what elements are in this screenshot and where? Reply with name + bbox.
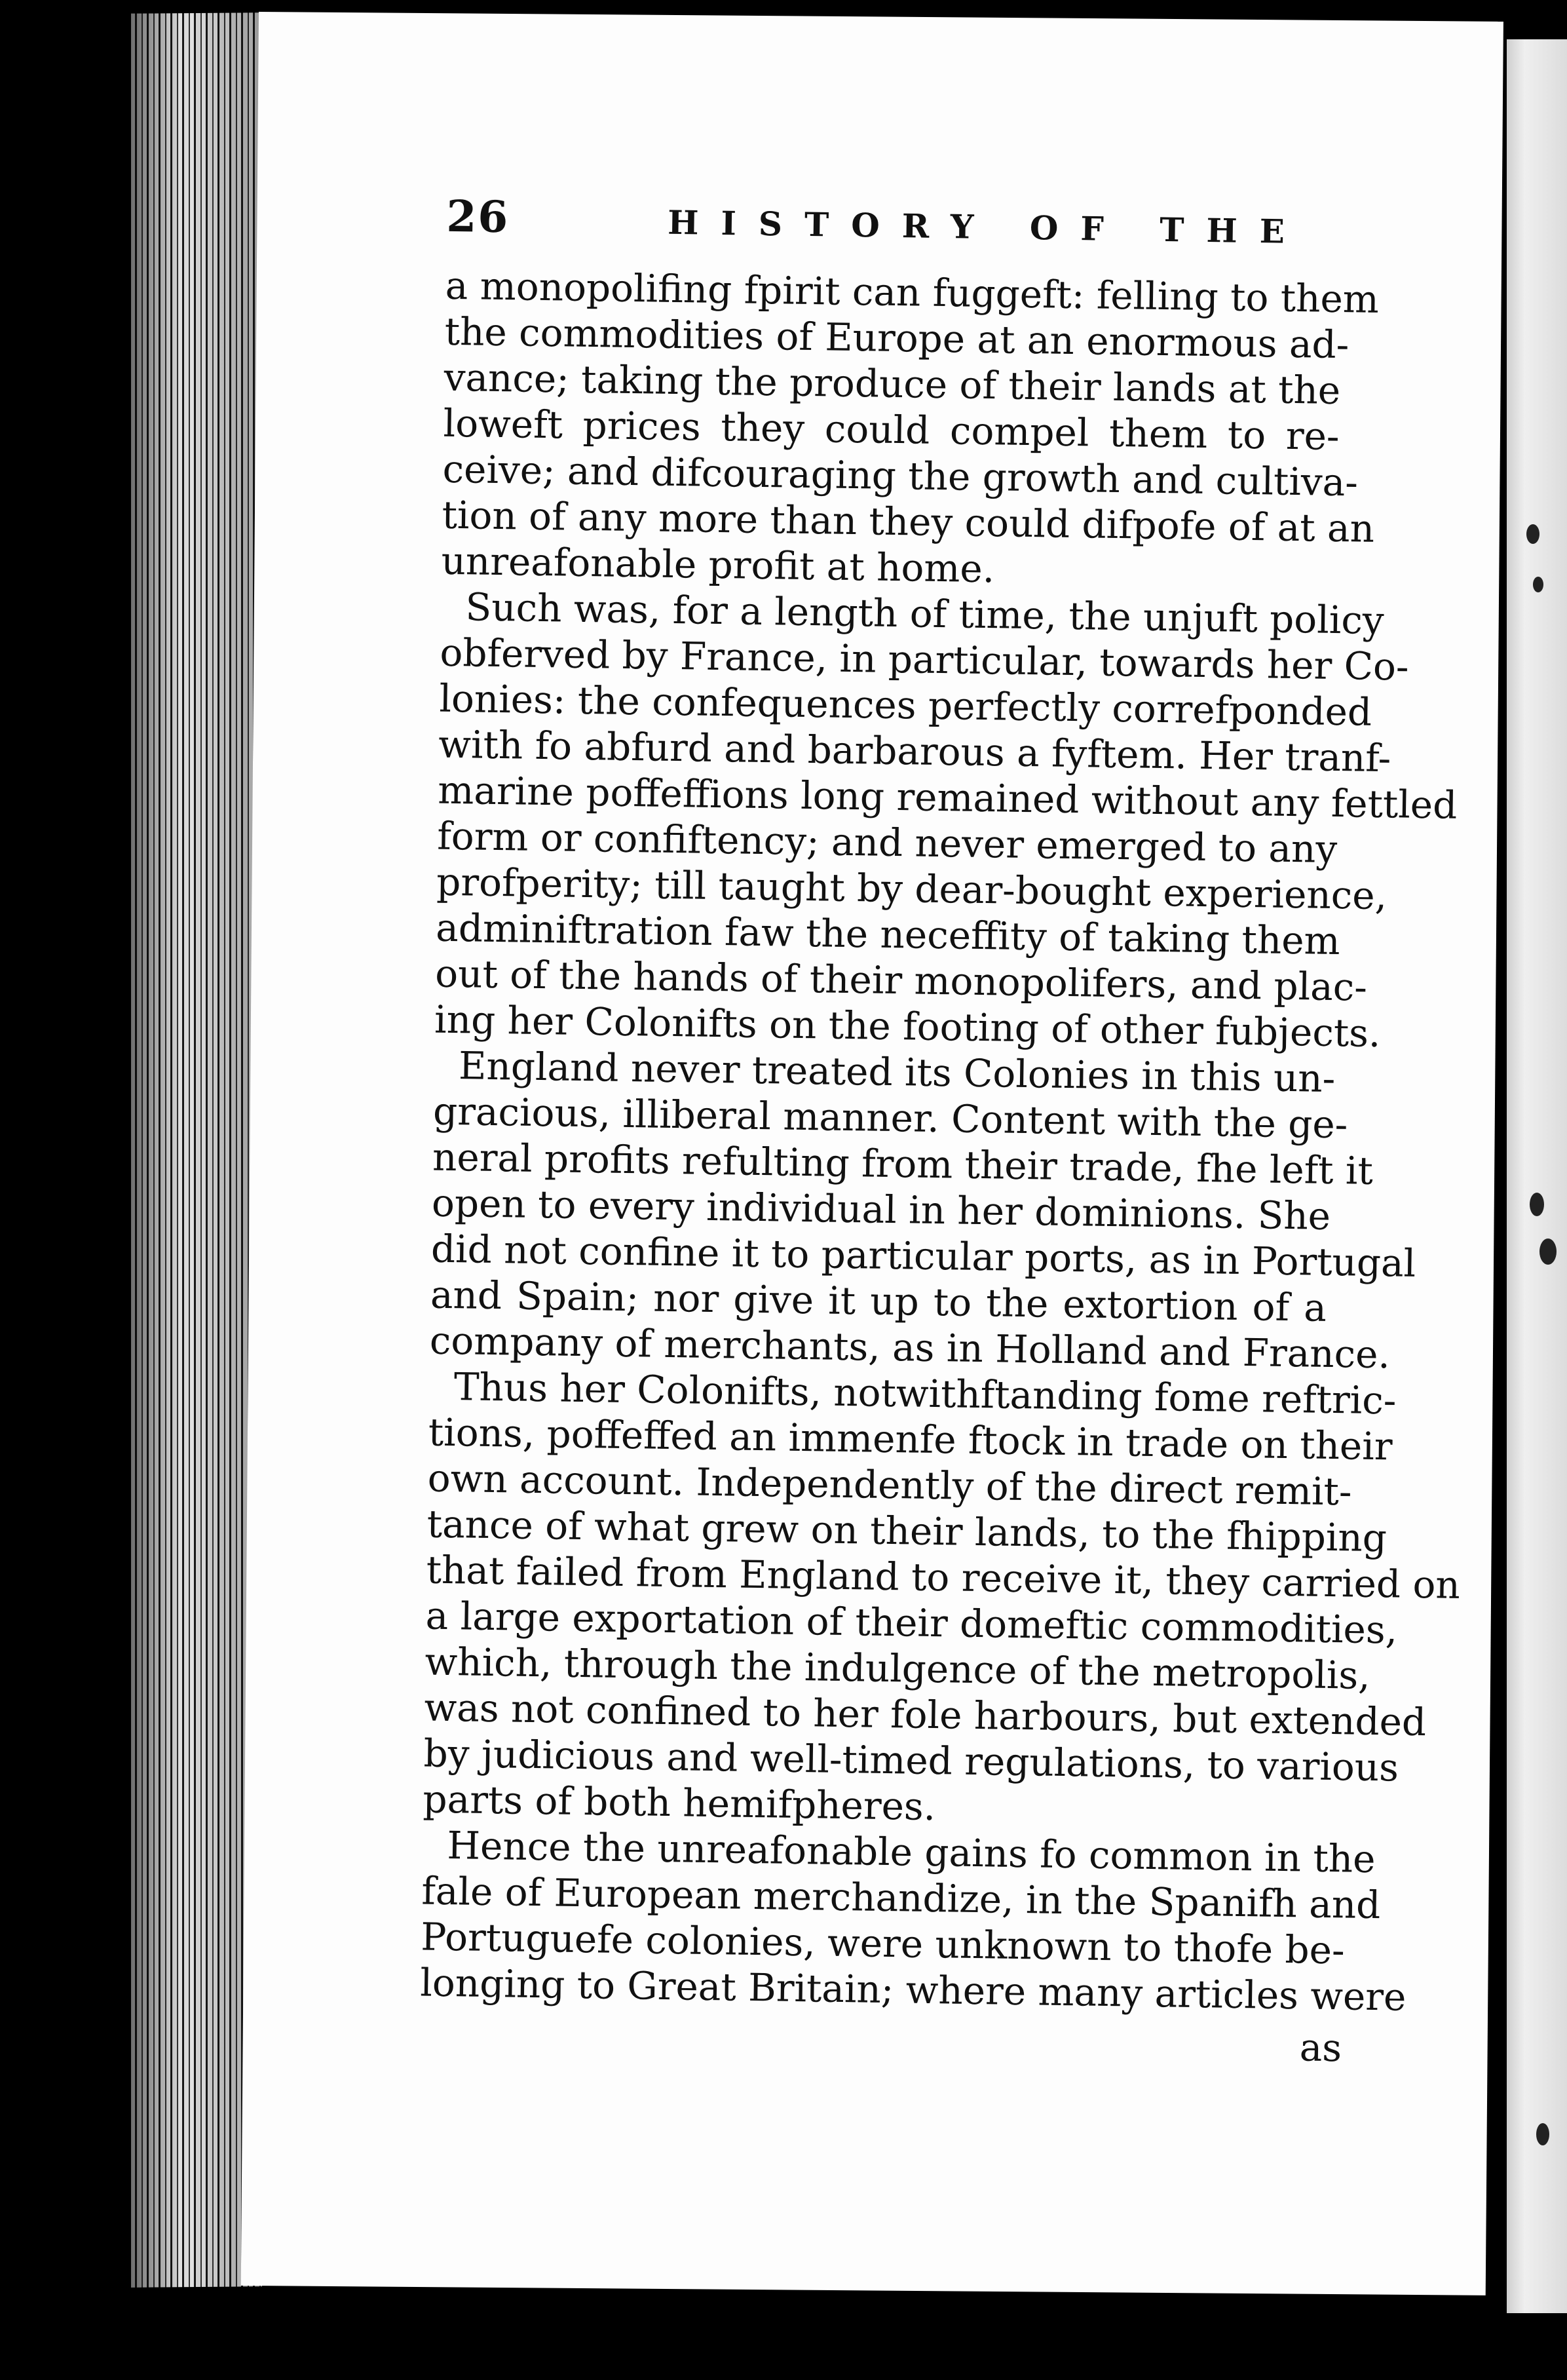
text-line: parts of both hemifpheres.: [423, 1776, 936, 1830]
text-line: Such was, for a length of time, the unjuft policy: [465, 585, 1385, 643]
page-text-block: [386, 190, 1461, 2071]
text-line: Hence the unreafonable gains fo common in the: [447, 1823, 1376, 1882]
running-head-title: HISTORY OF THE: [667, 202, 1308, 252]
text-line: adminiftration faw the neceffity of taking them: [435, 905, 1341, 964]
text-line: open to every individual in her dominions. She: [431, 1180, 1331, 1238]
text-line: neral profits refulting from their trade, fhe left it: [432, 1134, 1374, 1193]
text-line: and Spain; nor give it up to the extortion of a: [430, 1272, 1327, 1330]
text-line: lonies: the confequences perfectly correfponded: [438, 676, 1372, 735]
text-line: that failed from England to receive it, they carried on: [426, 1547, 1461, 1607]
text-line: unreafonable profit at home.: [441, 538, 995, 592]
text-line: fale of European merchandize, in the Spanifh and: [421, 1868, 1381, 1928]
text-line: tance of what grew on their lands, to the fhipping: [426, 1501, 1388, 1561]
text-line: Portuguefe colonies, were unknown to thofe be-: [420, 1914, 1346, 1973]
text-line: out of the hands of their monopolifers, and plac-: [434, 951, 1368, 1010]
text-line: with fo abfurd and barbarous a fyftem. Her tranf-: [438, 721, 1391, 781]
text-line: vance; taking the produce of their lands at the: [444, 355, 1341, 413]
text-line: form or confiftency; and never emerged to any: [436, 813, 1338, 872]
text-line: Thus her Colonifts, notwithftanding fome reftric-: [453, 1364, 1397, 1423]
page-edge-shadow: [131, 12, 262, 2287]
catchword: as: [1299, 2025, 1342, 2071]
text-line: marine poffeffions long remained without any fettled: [437, 767, 1458, 828]
page-number: 26: [445, 190, 510, 243]
text-line: did not confine it to particular ports, as in Portugal: [430, 1226, 1416, 1286]
text-line: England never treated its Colonies in this un-: [458, 1043, 1336, 1102]
text-line: tion of any more than they could difpofe of at an: [442, 492, 1375, 551]
text-line: the commodities of Europe at an enormous ad-: [444, 309, 1350, 368]
text-line: company of merchants, as in Holland and France.: [429, 1318, 1391, 1377]
text-line: gracious, illiberal manner. Content with the ge-: [432, 1088, 1348, 1147]
text-line: loweft prices they could compel them to re-: [443, 400, 1340, 459]
text-line: longing to Great Britain; where many articles were: [419, 1960, 1407, 2020]
text-line: a large exportation of their domeftic commodities,: [425, 1593, 1398, 1653]
running-head: [411, 190, 1342, 276]
text-line: a monopolifing fpirit can fuggeft: felling to them: [445, 263, 1380, 322]
text-line: profperity; till taught by dear-bought experience,: [436, 859, 1388, 919]
text-line: which, through the indulgence of the metropolis,: [425, 1639, 1371, 1698]
text-line: own account. Independently of the direct remit-: [427, 1455, 1353, 1514]
text-line: tions, poffeffed an immenfe ftock in trade on their: [428, 1410, 1393, 1469]
text-line: was not confined to her fole harbours, but extended: [424, 1685, 1427, 1745]
text-line: ceive; and difcouraging the growth and cultiva-: [442, 446, 1359, 505]
text-line: ing her Colonifts on the footing of other fubjects.: [434, 997, 1381, 1056]
text-line: by judicious and well-timed regulations, to various: [423, 1731, 1399, 1790]
body-text: [386, 262, 1461, 2020]
text-line: obferved by France, in particular, towards her Co-: [440, 630, 1410, 689]
facing-page-edge: [1507, 39, 1567, 2313]
